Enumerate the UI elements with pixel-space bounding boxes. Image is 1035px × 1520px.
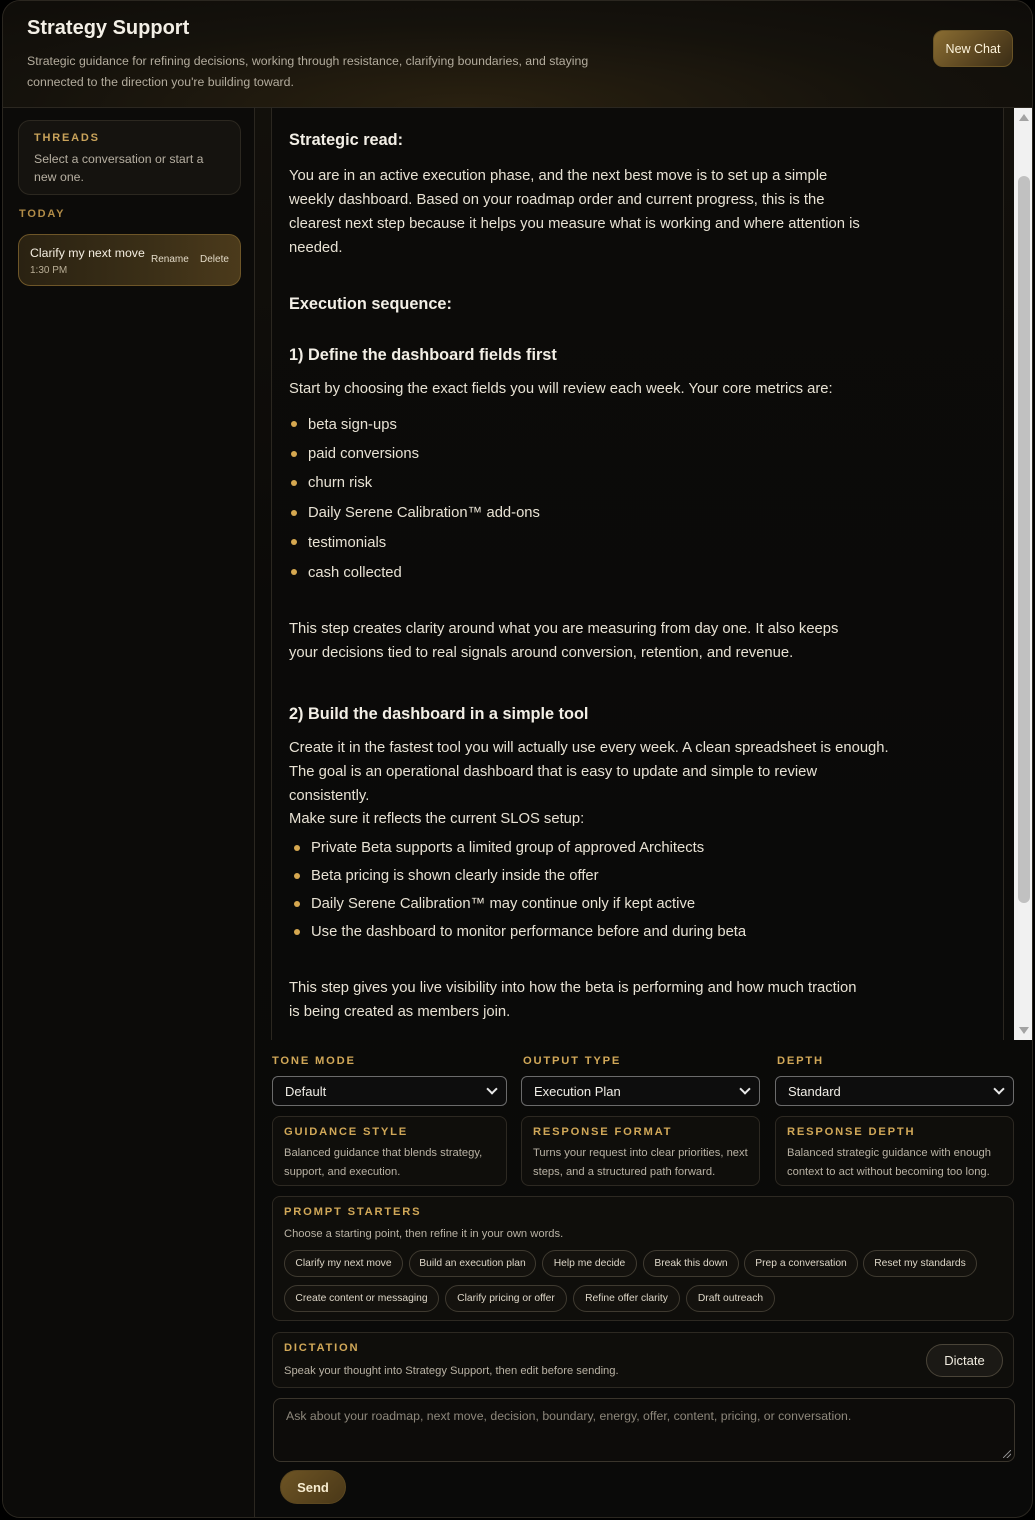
step1-bullet: churn risk xyxy=(308,475,373,491)
step1-bullet: testimonials xyxy=(308,535,387,551)
delete-thread-button[interactable]: Delete xyxy=(200,254,229,265)
step1-bullet: paid conversions xyxy=(308,446,420,462)
response-depth-text: Balanced strategic guidance with enough context to act without becoming too long. xyxy=(787,1147,992,1178)
bullet-dot xyxy=(291,451,297,457)
depth-select[interactable] xyxy=(775,1076,1014,1106)
dictate-button[interactable]: Dictate xyxy=(926,1344,1003,1377)
tone-mode-label: TONE MODE xyxy=(272,1055,356,1067)
rename-thread-button[interactable]: Rename xyxy=(151,254,189,265)
step2-bullet: Private Beta supports a limited group of approved Architects xyxy=(311,840,705,856)
chevron-down-icon xyxy=(739,1083,750,1094)
step2-bullet: Daily Serene Calibration™ may continue only if kept active xyxy=(311,896,696,912)
chevron-down-icon xyxy=(486,1083,497,1094)
header xyxy=(3,1,1032,108)
prompt-starter-chip[interactable]: Refine offer clarity xyxy=(573,1285,680,1312)
step1-outro: This step creates clarity around what you are measuring from day one. It also keeps your decisions tied to real signals around conversion, retention, and revenue. xyxy=(289,621,839,661)
step2-bullet: Beta pricing is shown clearly inside the offer xyxy=(311,868,599,884)
thread-time: 1:30 PM xyxy=(30,265,68,276)
dictation-hint: Speak your thought into Strategy Support, then edit before sending. xyxy=(284,1365,619,1377)
output-type-value: Execution Plan xyxy=(534,1083,621,1099)
message-input[interactable] xyxy=(273,1398,1015,1462)
sidebar xyxy=(3,108,255,1518)
prompt-starter-chip[interactable]: Help me decide xyxy=(542,1250,637,1277)
guidance-style-title: GUIDANCE STYLE xyxy=(284,1126,409,1138)
sequence-heading: Execution sequence: xyxy=(289,295,452,313)
threads-label: THREADS xyxy=(34,132,100,144)
step2-setup: Make sure it reflects the current SLOS setup: xyxy=(289,811,585,827)
depth-value: Standard xyxy=(788,1083,841,1099)
step1-heading: 1) Define the dashboard fields first xyxy=(289,346,557,364)
bullet-dot xyxy=(291,539,297,545)
send-button[interactable]: Send xyxy=(280,1470,346,1504)
bullet-dot xyxy=(291,569,297,575)
prompt-starter-chip[interactable]: Reset my standards xyxy=(863,1250,977,1277)
threads-hint: Select a conversation or start a new one. xyxy=(34,152,204,184)
scroll-down-arrow-icon[interactable] xyxy=(1019,1027,1029,1034)
bullet-dot xyxy=(294,901,300,907)
bullet-dot xyxy=(294,845,300,851)
step1-bullet: Daily Serene Calibration™ add-ons xyxy=(308,505,540,521)
prompt-starter-chip[interactable]: Clarify pricing or offer xyxy=(445,1285,567,1312)
step1-bullet: cash collected xyxy=(308,565,402,581)
response-format-card xyxy=(521,1116,760,1186)
step2-intro: Create it in the fastest tool you will actually use every week. A clean spreadsheet is enough. The goal is an operational dashboard that is easy to update and simple to review consistently. xyxy=(289,740,889,804)
scrollbar-thumb[interactable] xyxy=(1018,176,1030,903)
bullet-dot xyxy=(291,510,297,516)
prompt-starter-chip[interactable]: Create content or messaging xyxy=(284,1285,439,1312)
response-format-title: RESPONSE FORMAT xyxy=(533,1126,673,1138)
page-title: Strategy Support xyxy=(27,17,190,39)
group-label-today: TODAY xyxy=(19,208,66,220)
response-depth-card xyxy=(775,1116,1014,1186)
tone-mode-value: Default xyxy=(285,1083,327,1099)
tone-mode-select[interactable] xyxy=(272,1076,507,1106)
step2-heading: 2) Build the dashboard in a simple tool xyxy=(289,705,589,723)
dictation-panel xyxy=(272,1332,1014,1388)
response-depth-title: RESPONSE DEPTH xyxy=(787,1126,916,1138)
prompt-starter-chip[interactable]: Prep a conversation xyxy=(744,1250,858,1277)
scroll-up-arrow-icon[interactable] xyxy=(1019,114,1029,121)
thread-title: Clarify my next move xyxy=(30,246,145,260)
guidance-style-text: Balanced guidance that blends strategy, support, and execution. xyxy=(284,1147,483,1178)
step1-bullet: beta sign-ups xyxy=(308,417,397,433)
chevron-down-icon xyxy=(993,1083,1004,1094)
prompt-starter-chip[interactable]: Clarify my next move xyxy=(284,1250,403,1277)
guidance-style-card xyxy=(272,1116,507,1186)
page-subtitle: Strategic guidance for refining decisions, working through resistance, clarifying boundaries, and staying connected to the direction you're building toward. xyxy=(27,54,589,89)
thread-item[interactable] xyxy=(18,234,241,286)
app-window xyxy=(2,0,1033,1518)
new-chat-button[interactable]: New Chat xyxy=(933,30,1013,67)
output-type-select[interactable] xyxy=(521,1076,760,1106)
message-input-placeholder: Ask about your roadmap, next move, decision, boundary, energy, offer, content, pricing, or conversation. xyxy=(286,1409,852,1423)
prompt-starter-chip[interactable]: Build an execution plan xyxy=(409,1250,536,1277)
bullet-dot xyxy=(294,873,300,879)
step1-intro: Start by choosing the exact fields you will review each week. Your core metrics are: xyxy=(289,381,833,397)
threads-panel xyxy=(18,120,241,195)
strategic-read-text: You are in an active execution phase, and the next best move is to set up a simple weekly dashboard. Based on your roadmap order and current progress, this is the clearest next step because it helps you measure what is working and where attention is needed. xyxy=(289,168,860,256)
prompt-starters-hint: Choose a starting point, then refine it in your own words. xyxy=(284,1228,564,1240)
chat-scrollbar[interactable] xyxy=(1014,108,1033,1040)
bullet-dot xyxy=(291,480,297,486)
assistant-message xyxy=(271,108,1004,1040)
response-format-text: Turns your request into clear priorities, next steps, and a structured path forward. xyxy=(533,1147,748,1178)
prompt-starters-title: PROMPT STARTERS xyxy=(284,1206,422,1218)
step2-outro: This step gives you live visibility into how the beta is performing and how much traction is being created as members join. xyxy=(289,980,857,1020)
step2-bullet: Use the dashboard to monitor performance before and during beta xyxy=(311,924,747,940)
prompt-starter-chip[interactable]: Draft outreach xyxy=(686,1285,775,1312)
bullet-dot xyxy=(294,929,300,935)
output-type-label: OUTPUT TYPE xyxy=(523,1055,622,1067)
depth-label: DEPTH xyxy=(777,1055,824,1067)
dictation-title: DICTATION xyxy=(284,1342,360,1354)
strategic-read-heading: Strategic read: xyxy=(289,131,404,149)
bullet-dot xyxy=(291,421,297,427)
prompt-starter-chip[interactable]: Break this down xyxy=(643,1250,739,1277)
resize-grip-icon[interactable] xyxy=(1003,1450,1011,1458)
chat-scroll-area[interactable] xyxy=(255,108,1033,1040)
